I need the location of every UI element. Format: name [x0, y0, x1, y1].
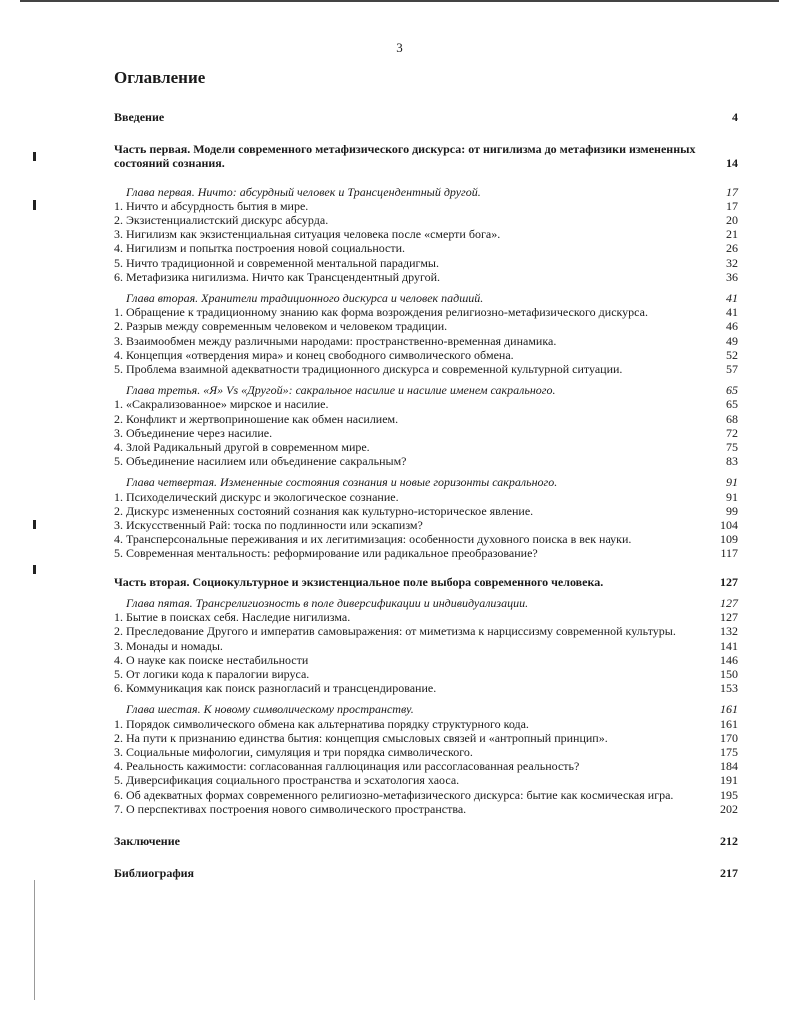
- toc-item[interactable]: 6. Об адекватных формах современного религиозно-метафизического дискурса: бытие как космическая игра. 195: [114, 787, 738, 802]
- toc-item[interactable]: 3. Взаимообмен между различными народами: пространственно-временная динамика. 49: [114, 333, 738, 348]
- chapter-2-title: Глава вторая. Хранители традиционного дискурса и человек падший.: [126, 291, 484, 306]
- scan-mark: [34, 880, 35, 1000]
- toc-item[interactable]: 6. Метафизика нигилизма. Ничто как Трансцендентный другой. 36: [114, 269, 738, 284]
- toc-item[interactable]: 2. Экзистенциалистский дискурс абсурда. 20: [114, 213, 738, 228]
- toc-item[interactable]: 5. От логики кода к паралогии вируса. 150: [114, 666, 738, 681]
- toc-item[interactable]: 3. Объединение через насилие. 72: [114, 425, 738, 440]
- page-number: 3: [396, 40, 403, 55]
- toc-item[interactable]: 6. Коммуникация как поиск разногласий и трансцендирование. 153: [114, 681, 738, 696]
- toc-item[interactable]: 1. Бытие в поисках себя. Наследие нигилизма. 127: [114, 610, 738, 625]
- scan-mark: [33, 520, 36, 529]
- chapter-5-page: 127: [720, 595, 738, 610]
- toc-item[interactable]: 2. На пути к признанию единства бытия: концепция смысловых связей и «антропный принцип». 170: [114, 730, 738, 745]
- part-one-page: 14: [726, 156, 738, 171]
- toc-item[interactable]: 7. О перспективах построения нового символического пространства. 202: [114, 801, 738, 816]
- toc-item[interactable]: 5. Современная ментальность: реформирование или радикальное преобразование? 117: [114, 546, 738, 561]
- toc-part-one[interactable]: [114, 142, 738, 170]
- toc-item[interactable]: 1. Психоделический дискурс и экологическое сознание. 91: [114, 489, 738, 504]
- toc-item[interactable]: 4. Концепция «отвердения мира» и конец свободного символического обмена. 52: [114, 347, 738, 362]
- chapter-3-page: 65: [726, 383, 738, 398]
- part-two-page: 127: [720, 574, 738, 589]
- chapter-1-page: 17: [726, 184, 738, 199]
- toc-item[interactable]: 5. Объединение насилием или объединение сакральным? 83: [114, 454, 738, 469]
- toc-item[interactable]: 4. Нигилизм и попытка построения новой социальности. 26: [114, 241, 738, 256]
- chapter-6-page: 161: [720, 702, 738, 717]
- toc-item[interactable]: 2. Конфликт и жертвоприношение как обмен насилием. 68: [114, 411, 738, 426]
- toc-item[interactable]: 1. Порядок символического обмена как альтернатива порядку структурного кода. 161: [114, 716, 738, 731]
- page-title: Оглавление: [114, 68, 206, 87]
- scan-mark: [33, 152, 36, 161]
- toc-bibliography[interactable]: [114, 866, 738, 880]
- toc-part-two[interactable]: [114, 575, 738, 589]
- toc-chapter-3[interactable]: [114, 383, 738, 397]
- toc-item[interactable]: 4. Трансперсональные переживания и их легитимизация: особенности духовного поиска в век науки. 109: [114, 532, 738, 547]
- chapter-4-title: Глава четвертая. Измененные состояния сознания и новые горизонты сакрального.: [126, 475, 558, 490]
- conclusion-page: 212: [720, 833, 738, 848]
- chapter-6-title: Глава шестая. К новому символическому пространству.: [126, 702, 414, 717]
- toc-item[interactable]: 5. Диверсификация социального пространства и эсхатология хаоса. 191: [114, 773, 738, 788]
- toc-chapter-1[interactable]: [114, 185, 738, 199]
- chapter-5-title: Глава пятая. Трансрелигиозность в поле диверсификации и индивидуализации.: [126, 595, 529, 610]
- toc-item[interactable]: 1. Ничто и абсурдность бытия в мире. 17: [114, 198, 738, 213]
- toc-chapter-5[interactable]: [114, 596, 738, 610]
- intro-page: 4: [732, 110, 738, 124]
- toc-item[interactable]: 2. Дискурс измененных состояний сознания как культурно-историческое явление. 99: [114, 503, 738, 518]
- chapter-1-title: Глава первая. Ничто: абсурдный человек и Трансцендентный другой.: [126, 184, 481, 199]
- toc-item[interactable]: 3. Искусственный Рай: тоска по подлинности или эскапизм? 104: [114, 518, 738, 533]
- toc-item[interactable]: 3. Нигилизм как экзистенциальная ситуация человека после «смерти бога». 21: [114, 227, 738, 242]
- toc-chapter-2[interactable]: [114, 291, 738, 305]
- scan-mark: [33, 200, 36, 210]
- toc-item[interactable]: 4. Реальность кажимости: согласованная галлюцинация или рассогласованная реальность? 184: [114, 759, 738, 774]
- toc-item[interactable]: 2. Разрыв между современным человеком и человеком традиции. 46: [114, 319, 738, 334]
- toc-item[interactable]: 2. Преследование Другого и императив самовыражения: от миметизма к нарциссизму современной культуры. 132: [114, 624, 738, 639]
- toc-intro[interactable]: [114, 110, 738, 124]
- chapter-2-page: 41: [726, 291, 738, 306]
- chapter-3-title: Глава третья. «Я» Vs «Другой»: сакральное насилие и насилие именем сакрального.: [126, 383, 556, 398]
- toc-item[interactable]: 1. Обращение к традиционному знанию как форма возрождения религиозно-метафизического дискурса. 41: [114, 305, 738, 320]
- conclusion-label: Заключение: [114, 833, 180, 848]
- toc-item[interactable]: 4. Злой Радикальный другой в современном мире. 75: [114, 440, 738, 455]
- toc-item[interactable]: 5. Проблема взаимной адекватности традиционного дискурса и современной культурной ситуации. 57: [114, 362, 738, 377]
- part-one-label: Часть первая. Модели современного метафизического дискурса: от нигилизма до метафизики измененных состояний сознания.: [114, 142, 696, 171]
- intro-label: Введение: [114, 110, 165, 124]
- scan-top-border: [20, 0, 779, 2]
- toc-item[interactable]: 5. Ничто традиционной и современной ментальной парадигмы. 32: [114, 255, 738, 270]
- toc-chapter-4[interactable]: [114, 475, 738, 489]
- toc-item[interactable]: 1. «Сакрализованное» мирское и насилие. 65: [114, 397, 738, 412]
- bibliography-page: 217: [720, 866, 738, 881]
- scan-mark: [33, 565, 36, 574]
- toc-item[interactable]: 3. Монады и номады. 141: [114, 638, 738, 653]
- table-of-contents: [114, 110, 738, 880]
- chapter-4-page: 91: [726, 475, 738, 490]
- bibliography-label: Библиография: [114, 866, 195, 881]
- toc-chapter-6[interactable]: [114, 702, 738, 716]
- toc-conclusion[interactable]: [114, 834, 738, 848]
- toc-item[interactable]: 3. Социальные мифологии, симуляция и три порядка символического. 175: [114, 744, 738, 759]
- part-two-label: Часть вторая. Социокультурное и экзистенциальное поле выбора современного человека.: [114, 574, 604, 589]
- toc-item[interactable]: 4. О науке как поиске нестабильности 146: [114, 652, 738, 667]
